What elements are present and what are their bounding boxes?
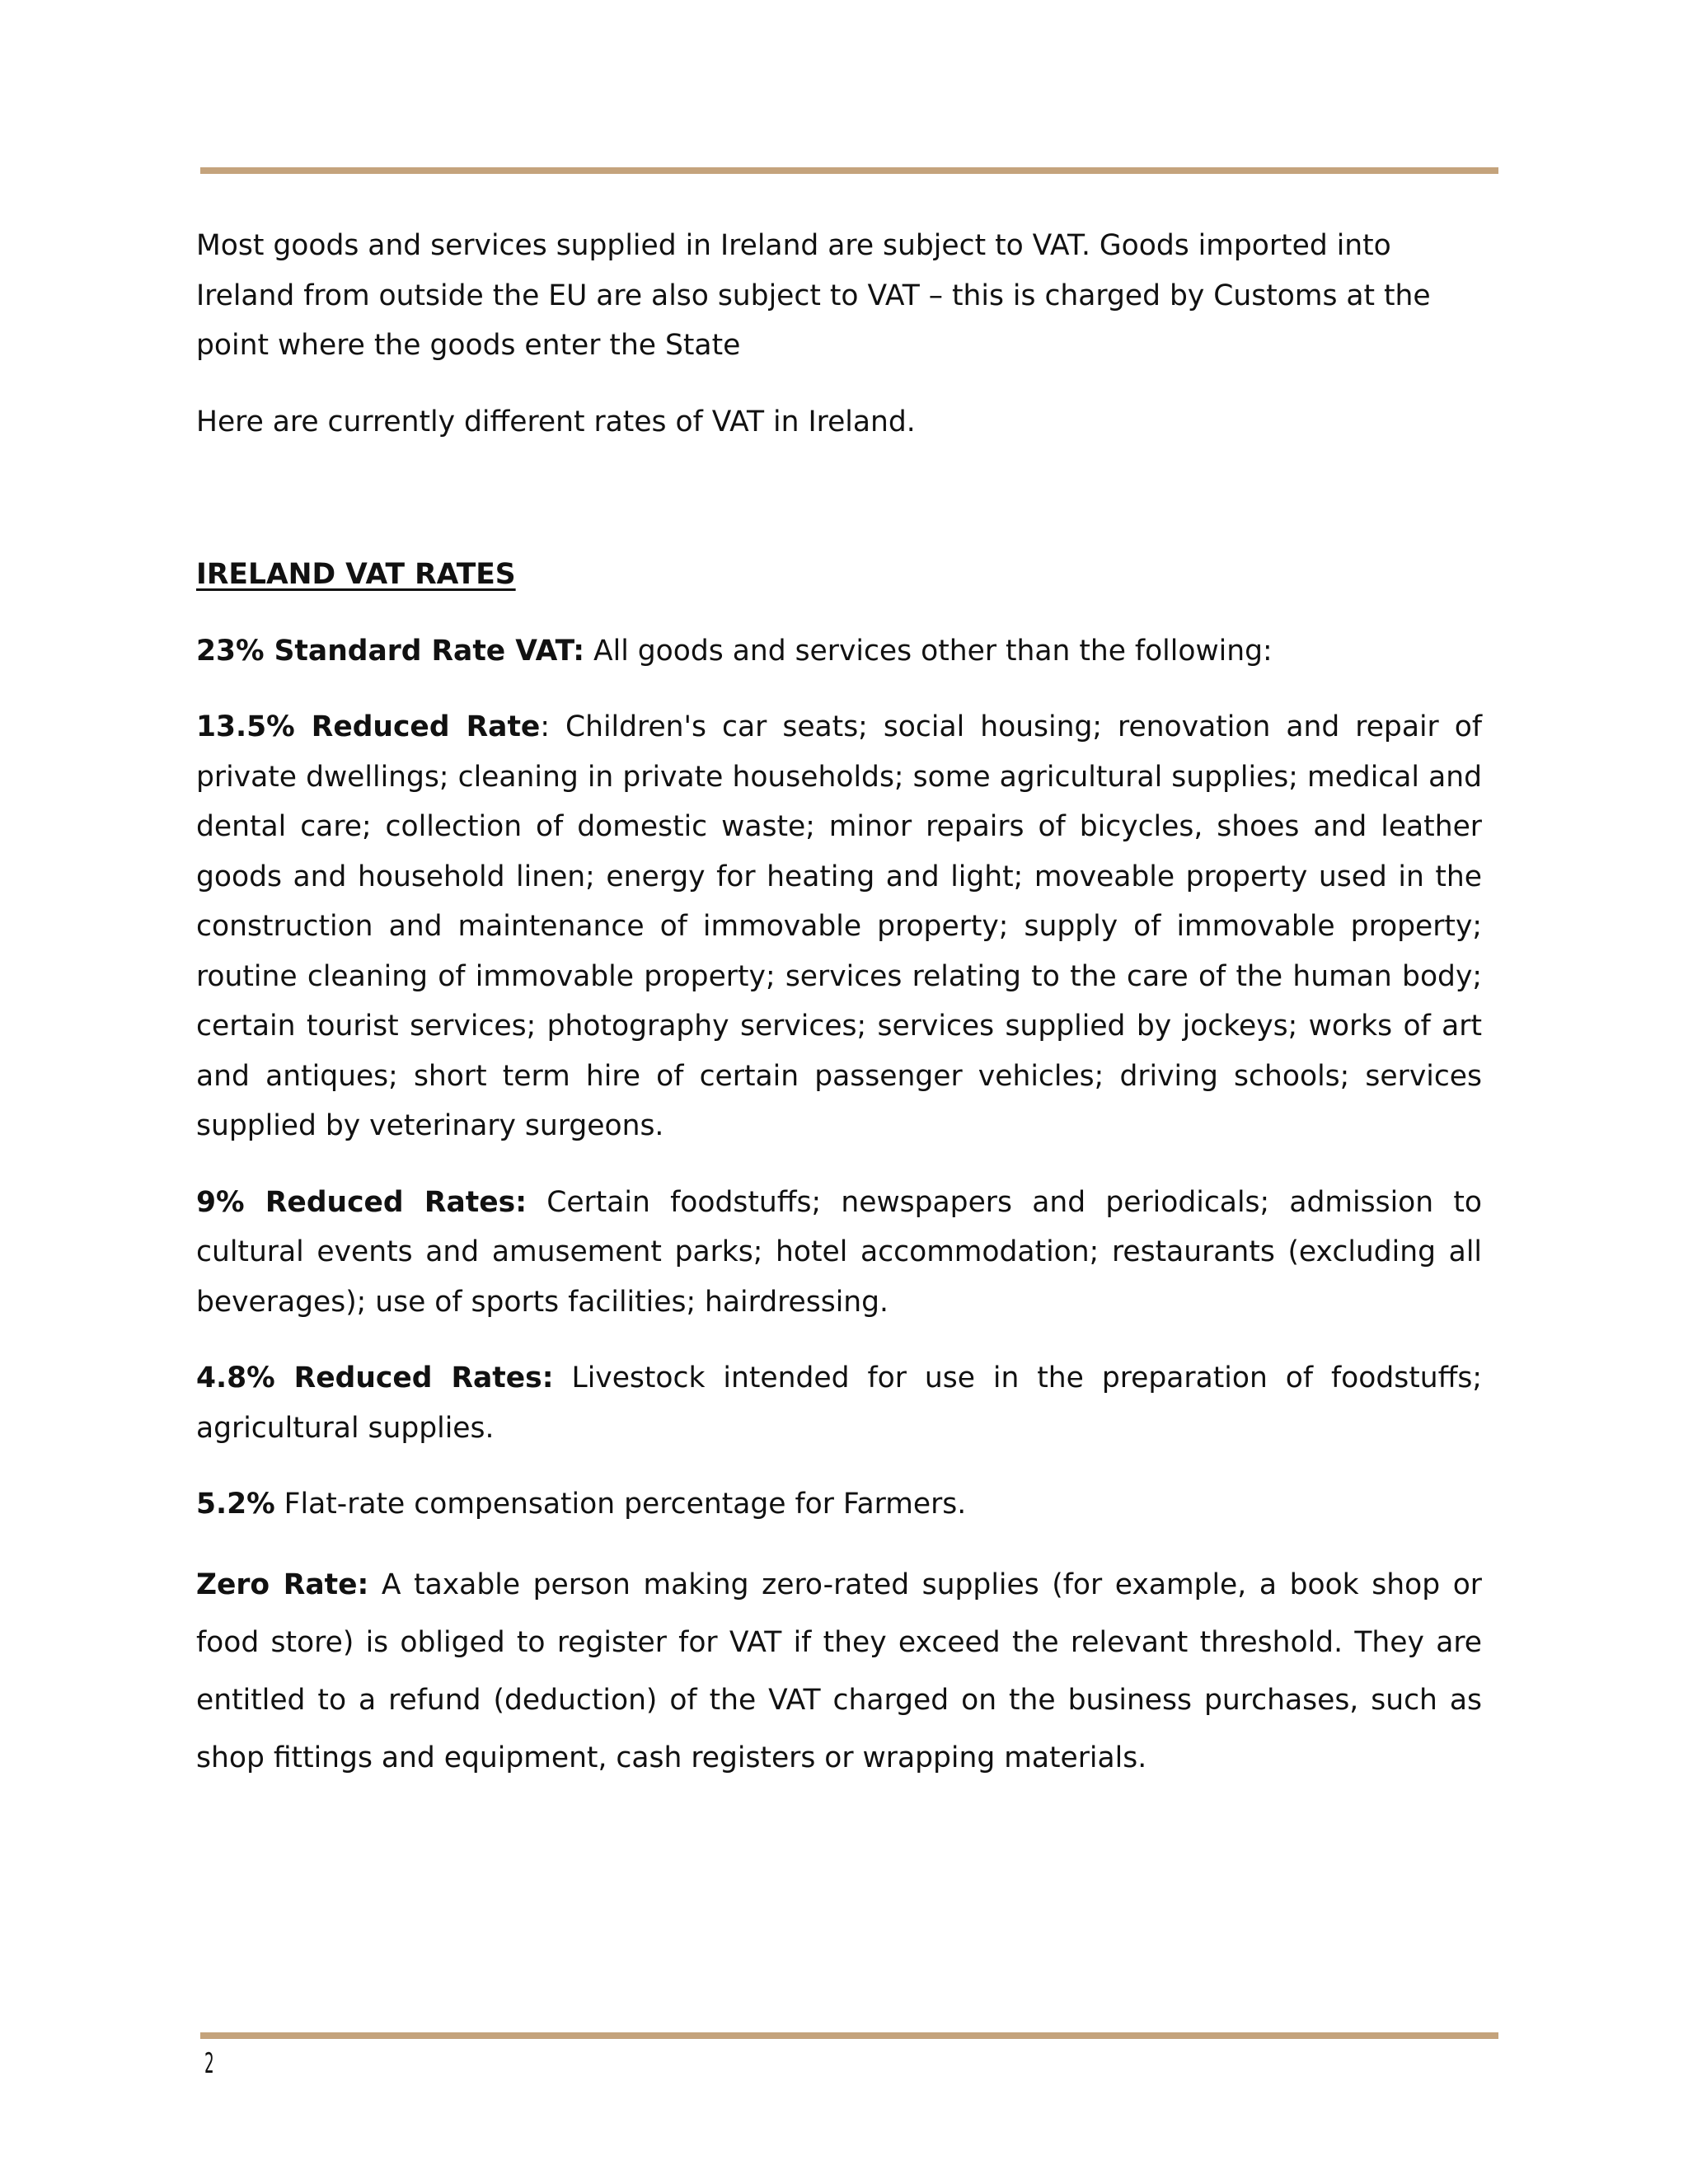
rate-description: A taxable person making zero-rated supplies (for example, a book shop or food store) is obliged to register for VAT if they exceed the relevant threshold. They are entitled to a refund (deduction) of the VAT charged on the business purchases, such as shop fittings and equipment, cash registers or wrapping materials. [196, 1568, 1482, 1774]
rate-label: Zero Rate: [196, 1568, 369, 1601]
rate-label: 9% Reduced Rates: [196, 1185, 527, 1219]
rate-description: Livestock intended for use in the preparation of foodstuffs; agricultural supplies. [196, 1361, 1482, 1445]
page-number: 2 [204, 2047, 214, 2080]
header-rule [200, 167, 1498, 174]
intro-paragraph-2: Here are currently different rates of VAT in Ireland. [196, 405, 916, 438]
rate-farmers-5-2 [196, 1479, 1482, 1530]
rate-description: Certain foodstuffs; newspapers and periodicals; admission to cultural events and amusement parks; hotel accommodation; restaurants (excluding all beverages); use of sports facilities; hairdressing. [196, 1185, 1483, 1319]
rate-standard [196, 626, 1482, 677]
rate-label: 4.8% Reduced Rates: [196, 1361, 554, 1394]
rate-zero [196, 1556, 1482, 1787]
document-body [196, 221, 1482, 1813]
rate-reduced-13-5 [196, 702, 1482, 1151]
rate-description: : Children's car seats; social housing; renovation and repair of private dwellings; cleaning in private households; some agricultural supplies; medical and dental care; collection of domestic waste; minor repairs of bicycles, shoes and leather goods and household linen; energy for heating and light; moveable property used in the construction and maintenance of immovable property; supply of immovable property; routine cleaning of immovable property; services relating to the care of the human body; certain tourist services; photography services; services supplied by jockeys; works of art and antiques; short term hire of certain passenger vehicles; driving schools; services supplied by veterinary surgeons. [196, 710, 1483, 1142]
rate-label: 5.2% [196, 1488, 275, 1521]
rate-description: Flat-rate compensation percentage for Farmers. [274, 1488, 967, 1521]
rate-label: 13.5% Reduced Rate [196, 710, 541, 743]
rate-reduced-4-8 [196, 1353, 1482, 1453]
rate-reduced-9 [196, 1178, 1482, 1328]
intro-section [196, 221, 1482, 447]
rate-description: All goods and services other than the following: [584, 634, 1273, 668]
footer-rule [200, 2032, 1498, 2039]
rate-label: 23% Standard Rate VAT: [196, 634, 585, 668]
section-heading: IRELAND VAT RATES [196, 558, 516, 591]
intro-paragraph-1: Most goods and services supplied in Ireland are subject to VAT. Goods imported into Ireland from outside the EU are also subject to VAT – this is charged by Customs at the point where the goods enter the State [196, 229, 1431, 362]
